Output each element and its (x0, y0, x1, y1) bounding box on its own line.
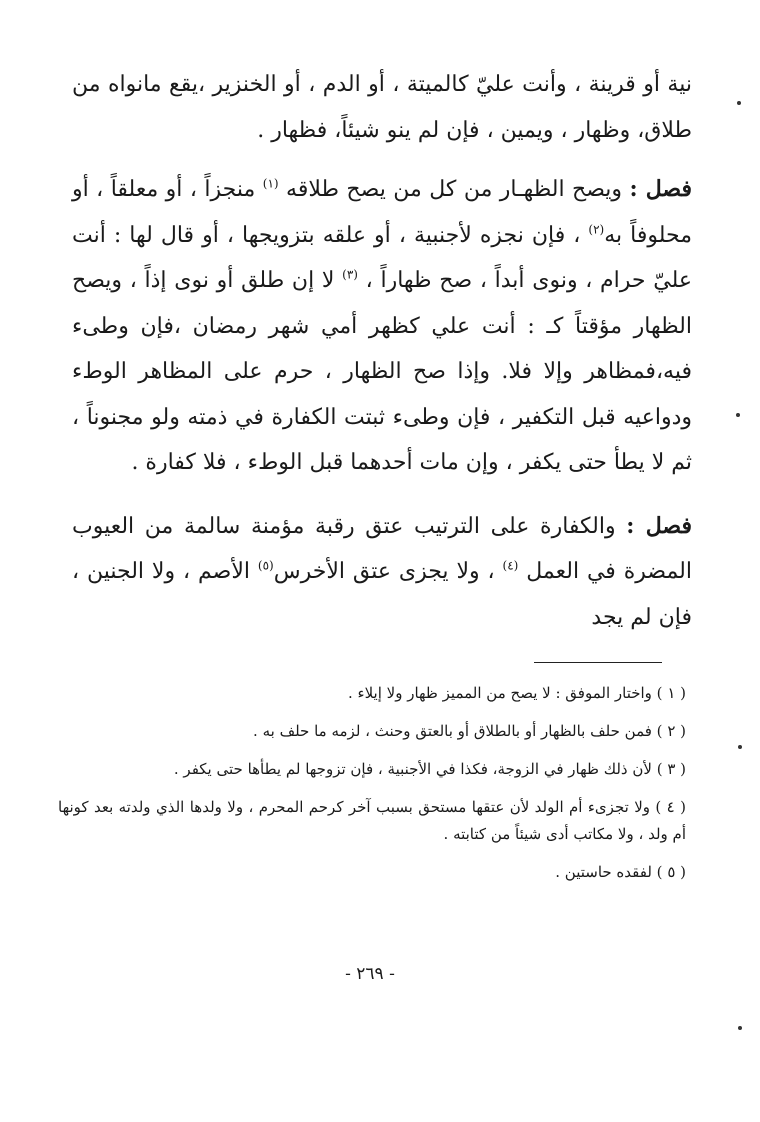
margin-mark (737, 101, 741, 105)
margin-mark (736, 413, 740, 417)
footnote-5: ( ٥ ) لفقده حاستين . (555, 863, 686, 881)
section-heading: فصل : (629, 176, 693, 202)
footnote-ref-4[interactable]: (٤) (502, 558, 519, 573)
paragraph-1-text: نية أو قرينة ، وأنت عليّ كالميتة ، أو الدم ، أو الخنزير ،يقع مانواه من طلاق، وظهار ، ويمين ، فإن لم ينو شيئاً، فظهار . (72, 72, 692, 143)
section-heading: فصل : (626, 512, 692, 539)
paragraph-2-segment: ، فإن نجزه لأجنبية ، أو علقه بتزويجها ، أو قال لها : أنت عليّ حرام ، ونوى أبداً ، صح ظهاراً ، (72, 222, 692, 293)
paragraph-2 (72, 167, 692, 486)
paragraph-2-segment: لا إن طلق أو نوى إذاً ، ويصح الظهار مؤقتاً كـ : أنت علي كظهر أمي شهر رمضان ،فإن وطىء فيه،فمظاهر وإلا فلا. وإذا صح الظهار ، حرم على المظاهر الوطء ودواعيه قبل التكفير ، فإن وطىء ثبتت الكفارة في ذمته ولو مجنوناً ، ثم لا يطأ حتى يكفر ، وإن مات أحدهما قبل الوطء ، فلا كفارة . (72, 268, 692, 475)
paragraph-2-segment: ويصح الظهـار من كل من يصح طلاقه (286, 177, 623, 202)
paragraph-3-segment: والكفارة على الترتيب عتق رقبة مؤمنة سالمة من العيوب المضرة في العمل (72, 513, 692, 584)
paragraph-3-segment: ، ولا يجزى عتق الأخرس (273, 559, 495, 584)
footnote-4: ( ٤ ) ولا تجزىء أم الولد لأن عتقها مستحق بسبب آخر كرحم المحرم ، ولا ولدها الذي ولدته بعد كونها أم ولد ، ولا مكاتب أدى شيئاً من كتابته . (58, 798, 686, 843)
footnote-ref-5[interactable]: (٥) (257, 558, 274, 573)
footnote-1: ( ١ ) واختار الموفق : لا يصح من المميز ظهار ولا إيلاء . (347, 684, 686, 702)
footnote-2: ( ٢ ) فمن حلف بالظهار أو بالطلاق أو بالعتق وحنث ، لزمه ما حلف به . (253, 722, 686, 740)
footnote-ref-2[interactable]: (٢) (588, 222, 605, 237)
paragraph-1 (72, 62, 692, 153)
footnote-divider (534, 662, 662, 663)
footnotes (58, 680, 686, 897)
footnote-3: ( ٣ ) لأن ذلك ظهار في الزوجة، فكذا في الأجنبية ، فإن تزوجها لم يطأها حتى يكفر . (173, 760, 686, 778)
margin-mark (738, 745, 742, 749)
main-text (72, 62, 692, 658)
footnote-ref-1[interactable]: (١) (262, 176, 279, 191)
footnote-ref-3[interactable]: (٣) (342, 267, 358, 282)
page-number: - ٢٦٩ - (345, 964, 395, 984)
paragraph-3-segment: الأصم ، ولا الجنين ، فإن لم يجد (72, 559, 692, 630)
paragraph-2-segment: منجزاً ، أو معلقاً ، أو محلوفاً به (72, 177, 692, 248)
margin-mark (738, 1026, 742, 1030)
paragraph-3 (72, 504, 692, 641)
